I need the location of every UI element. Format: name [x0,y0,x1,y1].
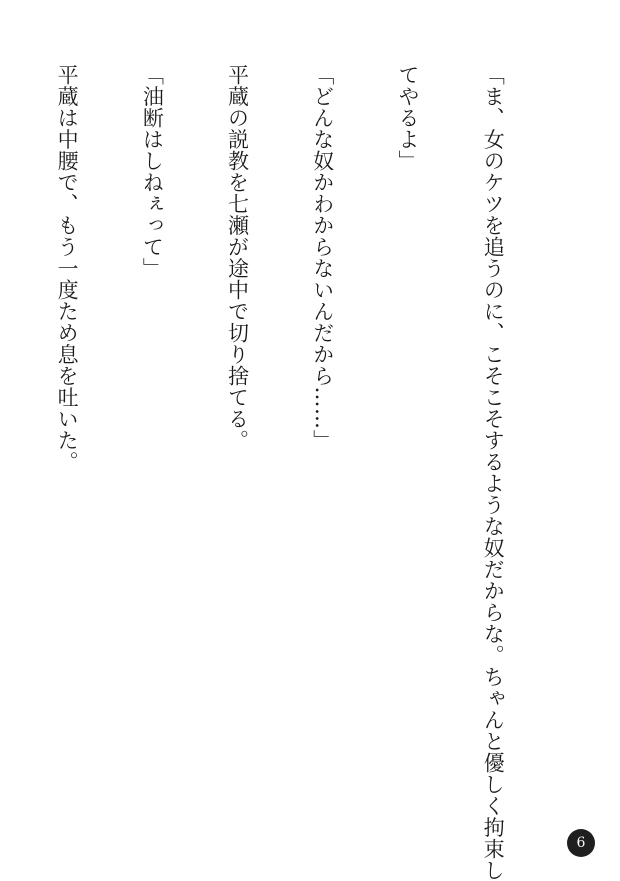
text-line-2: てやるよ」 [395,64,420,172]
page-number-badge: 6 [567,829,595,857]
text-line-6: 平蔵は中腰で、もう一度ため息を吐いた。 [55,64,80,473]
text-line-5: 「油断はしねぇって」 [140,64,165,279]
vertical-text-body [0,64,564,881]
text-line-4: 平蔵の説教を七瀬が途中で切り捨てる。 [225,64,250,451]
text-line-3: 「どんな奴かわからないんだから……」 [310,64,335,451]
text-line-1: 「ま、女のケツを追うのに、こそこそするような奴だからな。ちゃんと優しく拘束し [481,64,506,881]
